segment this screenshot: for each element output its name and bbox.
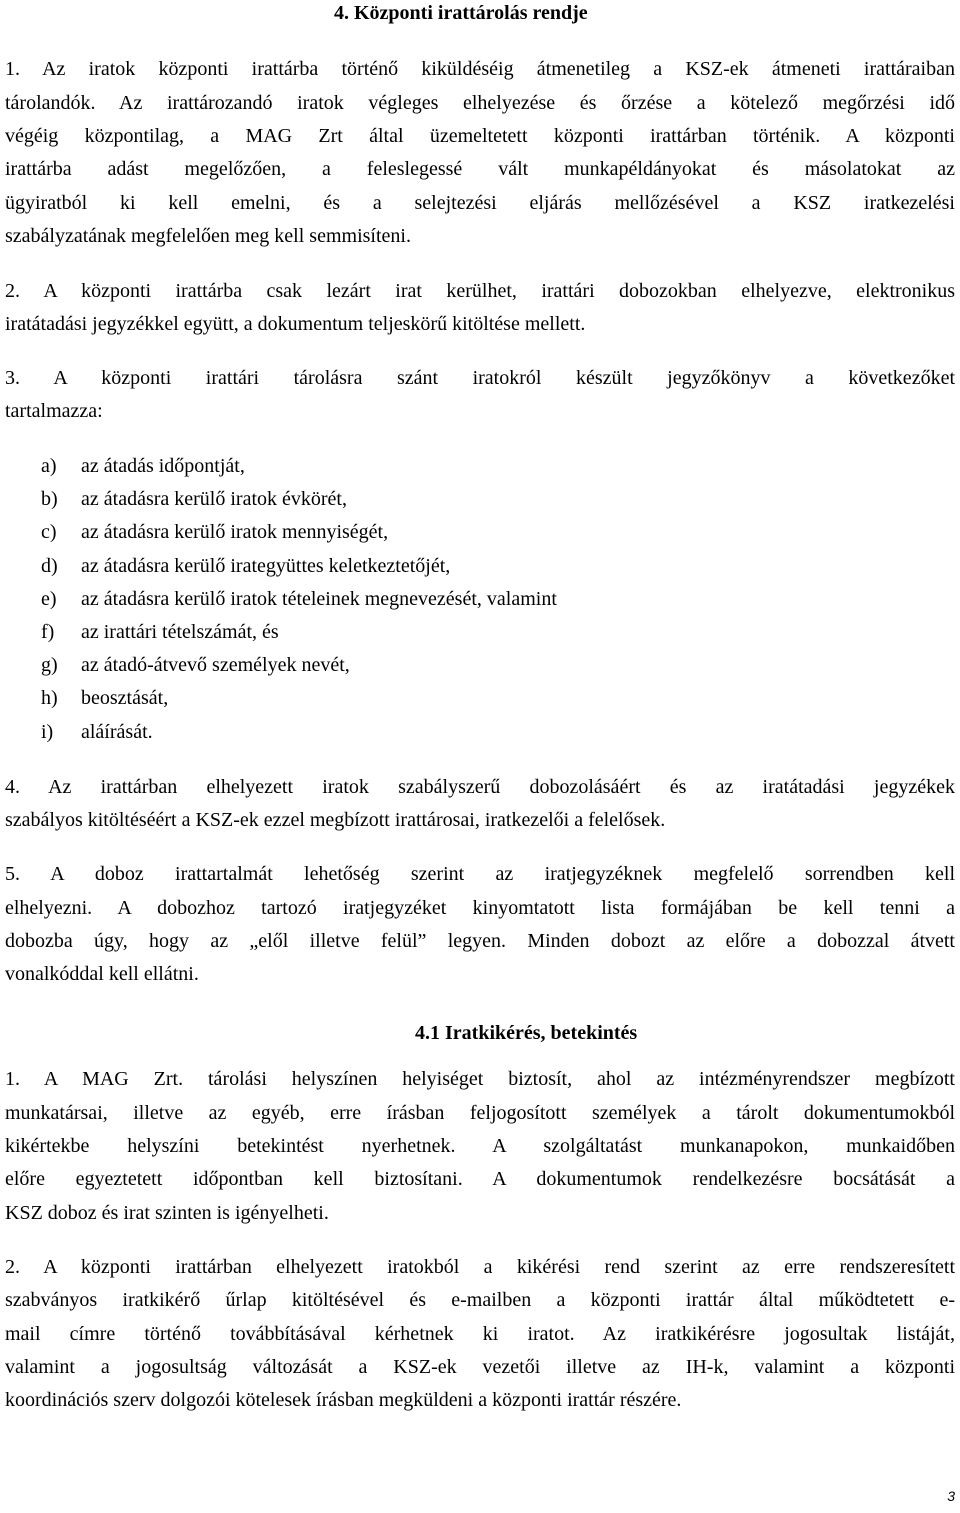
list-item [5, 619, 279, 645]
list-marker: d) [41, 555, 58, 577]
subsection-heading: 4.1 Iratkikérés, betekintés [415, 1022, 638, 1044]
list-text: az átadásra kerülő iratok tételeinek megnevezését, valamint [81, 588, 557, 610]
text-line: mail címre történő továbbításával kérhetnek ki iratot. Az iratkikérésre jogosultak listáját, [5, 1323, 955, 1345]
text-line: munkatársai, illetve az egyéb, erre írásban feljogosított személyek a tárolt dokumentumokból [5, 1102, 955, 1124]
text-line: szabályos kitöltéséért a KSZ-ek ezzel megbízott irattárosai, iratkezelői a felelősek. [5, 809, 666, 831]
text-line: vonalkóddal kell ellátni. [5, 963, 199, 985]
list-text: az átadásra kerülő irategyüttes keletkeztetőjét, [81, 555, 451, 577]
text-line: ügyiratból ki kell emelni, és a selejtezési eljárás mellőzésével a KSZ iratkezelési [5, 192, 955, 214]
list-text: az átadásra kerülő iratok mennyiségét, [81, 521, 389, 543]
list-text: az irattári tételszámát, és [81, 621, 279, 643]
list-text: az átadó-átvevő személyek nevét, [81, 654, 350, 676]
text-line: 1. A MAG Zrt. tárolási helyszínen helyiséget biztosít, ahol az intézményrendszer megbízott [5, 1068, 955, 1090]
list-item [5, 685, 168, 711]
text-line: tárolandók. Az irattározandó iratok végleges elhelyezése és őrzése a kötelező megőrzési idő [5, 92, 955, 114]
text-line: szabályzatának megfelelően meg kell semmisíteni. [5, 225, 411, 247]
text-line: 5. A doboz irattartalmát lehetőség szerint az iratjegyzéknek megfelelő sorrendben kell [5, 863, 955, 885]
list-item [5, 652, 350, 678]
list-marker: e) [41, 588, 57, 610]
text-line: irattárba adást megelőzően, a feleslegessé vált munkapéldányokat és másolatokat az [5, 158, 955, 180]
list-marker: h) [41, 687, 58, 709]
list-marker: f) [41, 621, 55, 643]
list-text: az átadásra kerülő iratok évkörét, [81, 488, 347, 510]
list-item [5, 719, 153, 745]
text-line: 4. Az irattárban elhelyezett iratok szabályszerű dobozolásáért és az iratátadási jegyzékek [5, 776, 955, 798]
text-line: koordinációs szerv dolgozói kötelesek írásban megküldeni a központi irattár részére. [5, 1389, 682, 1411]
list-marker: i) [41, 721, 54, 743]
text-line: valamint a jogosultság változását a KSZ-ek vezetői illetve az IH-k, valamint a központi [5, 1356, 955, 1378]
text-line: dobozba úgy, hogy az „elől illetve felül” legyen. Minden dobozt az előre a dobozzal átvett [5, 930, 955, 952]
text-line: végéig központilag, a MAG Zrt által üzemeltetett központi irattárban történik. A központi [5, 125, 955, 147]
text-line: iratátadási jegyzékkel együtt, a dokumentum teljeskörű kitöltése mellett. [5, 313, 586, 335]
list-text: aláírását. [81, 721, 153, 743]
text-line: 2. A központi irattárba csak lezárt irat kerülhet, irattári dobozokban elhelyezve, elektronikus [5, 280, 955, 302]
text-line: kikértekbe helyszíni betekintést nyerhetnek. A szolgáltatást munkanapokon, munkaidőben [5, 1135, 955, 1157]
text-line: 2. A központi irattárban elhelyezett iratokból a kikérési rend szerint az erre rendszeresített [5, 1256, 955, 1278]
list-item [5, 453, 245, 479]
section-heading: 4. Központi irattárolás rendje [334, 2, 588, 24]
text-line: szabványos iratkikérő űrlap kitöltésével és e-mailben a központi irattár által működtetett e- [5, 1289, 955, 1311]
text-line: 3. A központi irattári tárolásra szánt iratokról készült jegyzőkönyv a következőket [5, 367, 955, 389]
list-marker: c) [41, 521, 57, 543]
page-number: 3 [947, 1488, 955, 1504]
list-marker: b) [41, 488, 58, 510]
list-text: beosztását, [81, 687, 169, 709]
list-item [5, 553, 450, 579]
text-line: KSZ doboz és irat szinten is igényelheti. [5, 1202, 329, 1224]
list-item [5, 586, 557, 612]
text-line: elhelyezni. A dobozhoz tartozó iratjegyzéket kinyomtatott lista formájában be kell tenni a [5, 897, 955, 919]
list-item [5, 519, 388, 545]
text-line: előre egyeztetett időpontban kell biztosítani. A dokumentumok rendelkezésre bocsátását a [5, 1168, 955, 1190]
list-marker: a) [41, 455, 57, 477]
text-line: tartalmazza: [5, 400, 103, 422]
list-marker: g) [41, 654, 58, 676]
text-line: 1. Az iratok központi irattárba történő kiküldéséig átmenetileg a KSZ-ek átmeneti irattáraiban [5, 58, 955, 80]
list-item [5, 486, 347, 512]
list-text: az átadás időpontját, [81, 455, 245, 477]
